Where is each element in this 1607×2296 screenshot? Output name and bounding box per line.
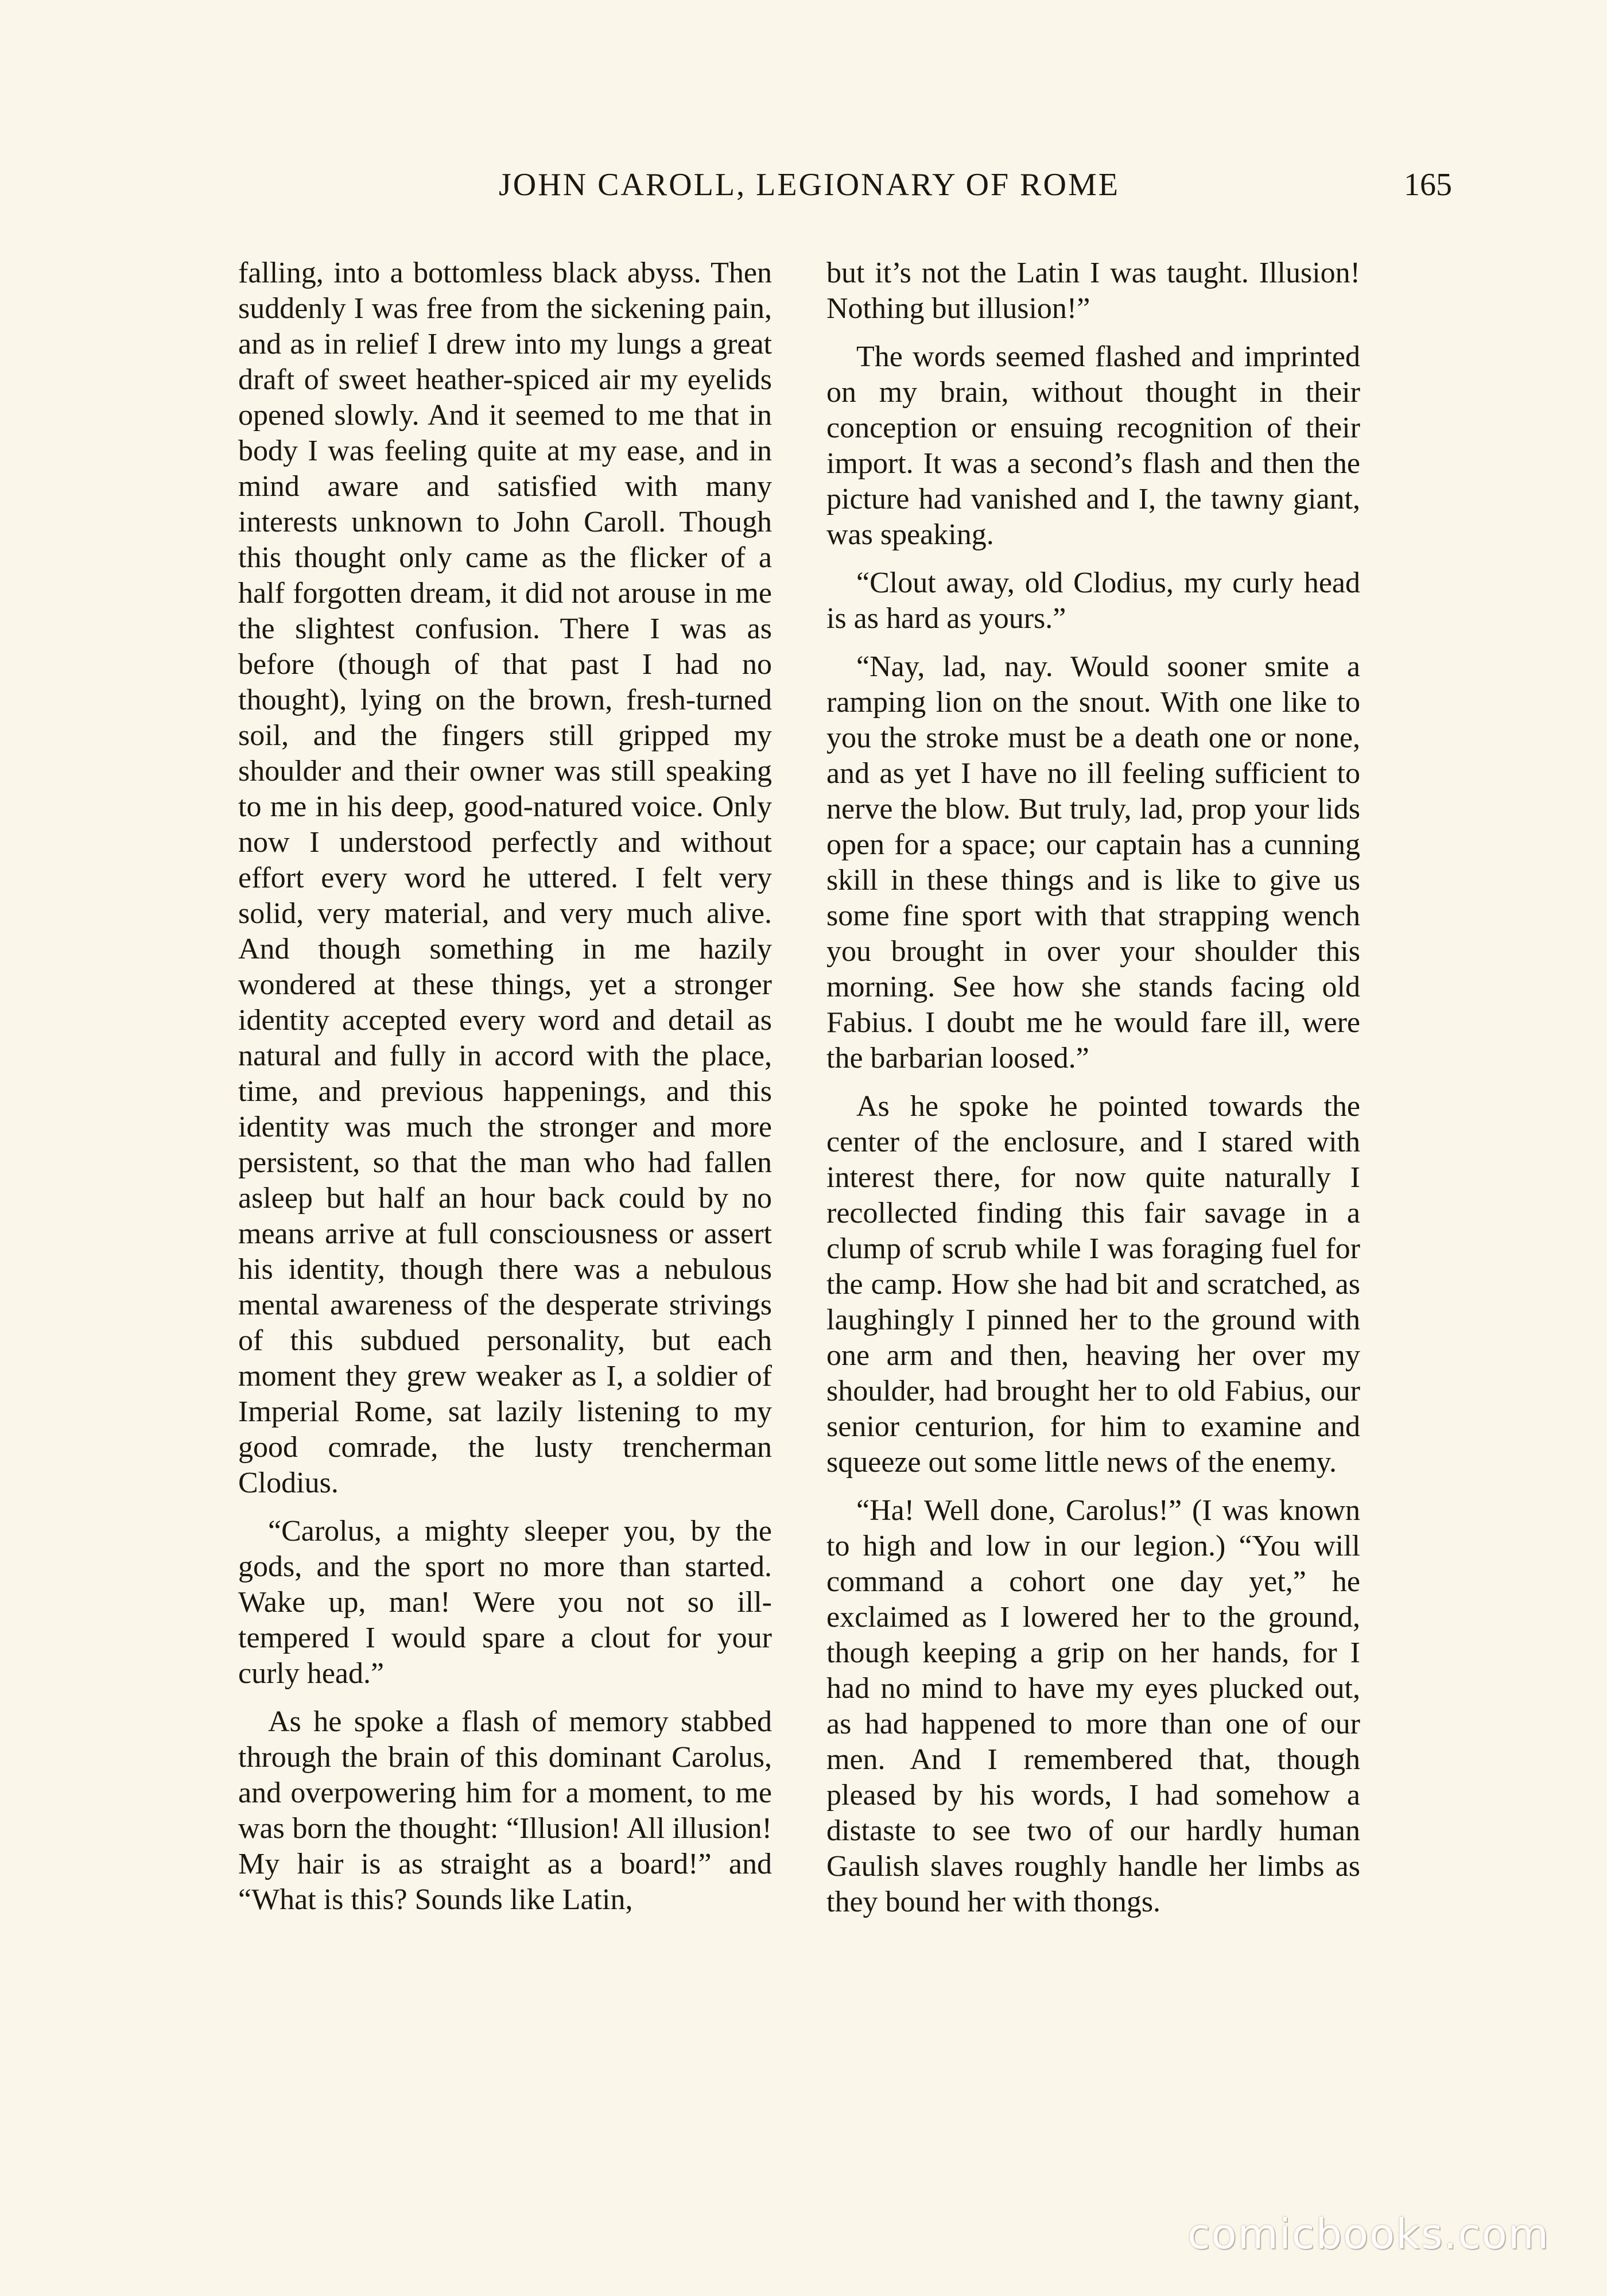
paragraph: The words seemed flashed and imprinted on my brain, without thought in their conception or ensuing recognition of their import. It was a second’s flash and then the picture had vanished and I, the tawny giant, was speaking. <box>826 340 1360 551</box>
paragraph: “Carolus, a mighty sleeper you, by the gods, and the sport no more than started. Wake up, man! Were you not so ill-tempered I would spare a clout for your curly head.” <box>238 1515 772 1690</box>
paragraph: “Clout away, old Clodius, my curly head is as hard as yours.” <box>826 567 1360 635</box>
right-text-column <box>826 255 1360 1933</box>
paragraph: but it’s not the Latin I was taught. Illusion! Nothing but illusion!” <box>826 257 1360 325</box>
page-number: 165 <box>1404 167 1452 203</box>
left-text-column <box>238 255 772 1930</box>
running-title: JOHN CAROLL, LEGIONARY OF ROME <box>499 167 1120 203</box>
paragraph: “Nay, lad, nay. Would sooner smite a ramping lion on the snout. With one like to you the stroke must be a death one or none, and as yet I have no ill feeling sufficient to nerve the blow. But truly, lad, prop your lids open for a space; our captain has a cunning skill in these things and is like to give us some fine sport with that strapping wench you brought in over your shoulder this morning. See how she stands facing old Fabius. I doubt me he would fare ill, were the barbarian loosed.” <box>826 650 1360 1075</box>
paragraph: “Ha! Well done, Carolus!” (I was known to high and low in our legion.) “You will command a cohort one day yet,” he exclaimed as I lowered her to the ground, though keeping a grip on her hands, for I had no mind to have my eyes plucked out, as had happened to more than one of our men. And I remembered that, though pleased by his words, I had somehow a distaste to see two of our hardly human Gaulish slaves roughly handle her limbs as they bound her with thongs. <box>826 1494 1360 1918</box>
paragraph: As he spoke a flash of memory stabbed through the brain of this dominant Carolus, and overpowering him for a moment, to me was born the thought: “Illusion! All illusion! My hair is as straight as a board!” and “What is this? Sounds like Latin, <box>238 1705 772 1916</box>
paragraph: falling, into a bottomless black abyss. Then suddenly I was free from the sickening pain, and as in relief I drew into my lungs a great draft of sweet heather-spiced air my eyelids opened slowly. And it seemed to me that in body I was feeling quite at my ease, and in mind aware and satisfied with many interests unknown to John Caroll. Though this thought only came as the flicker of a half forgotten dream, it did not arouse in me the slightest confusion. There I was as before (though of that past I had no thought), lying on the brown, fresh-turned soil, and the fingers still gripped my shoulder and their owner was still speaking to me in his deep, good-natured voice. Only now I understood perfectly and without effort every word he uttered. I felt very solid, very material, and very much alive. And though something in me hazily wondered at these things, yet a stronger identity accepted every word and detail as natural and fully in accord with the place, time, and previous happenings, and this identity was much the stronger and more persistent, so that the man who had fallen asleep but half an hour back could by no means arrive at full consciousness or assert his identity, though there was a nebulous mental awareness of the desperate strivings of this subdued personality, but each moment they grew weaker as I, a soldier of Imperial Rome, sat lazily listening to my good comrade, the lusty trencherman Clodius. <box>238 257 772 1499</box>
site-watermark: comicbooks.com <box>1187 2210 1550 2258</box>
paragraph: As he spoke he pointed towards the center of the enclosure, and I stared with interest there, for now quite naturally I recollected finding this fair savage in a clump of scrub while I was foraging fuel for the camp. How she had bit and scratched, as laughingly I pinned her to the ground with one arm and then, heaving her over my shoulder, had brought her to old Fabius, our senior centurion, for him to examine and squeeze out some little news of the enemy. <box>826 1090 1360 1479</box>
